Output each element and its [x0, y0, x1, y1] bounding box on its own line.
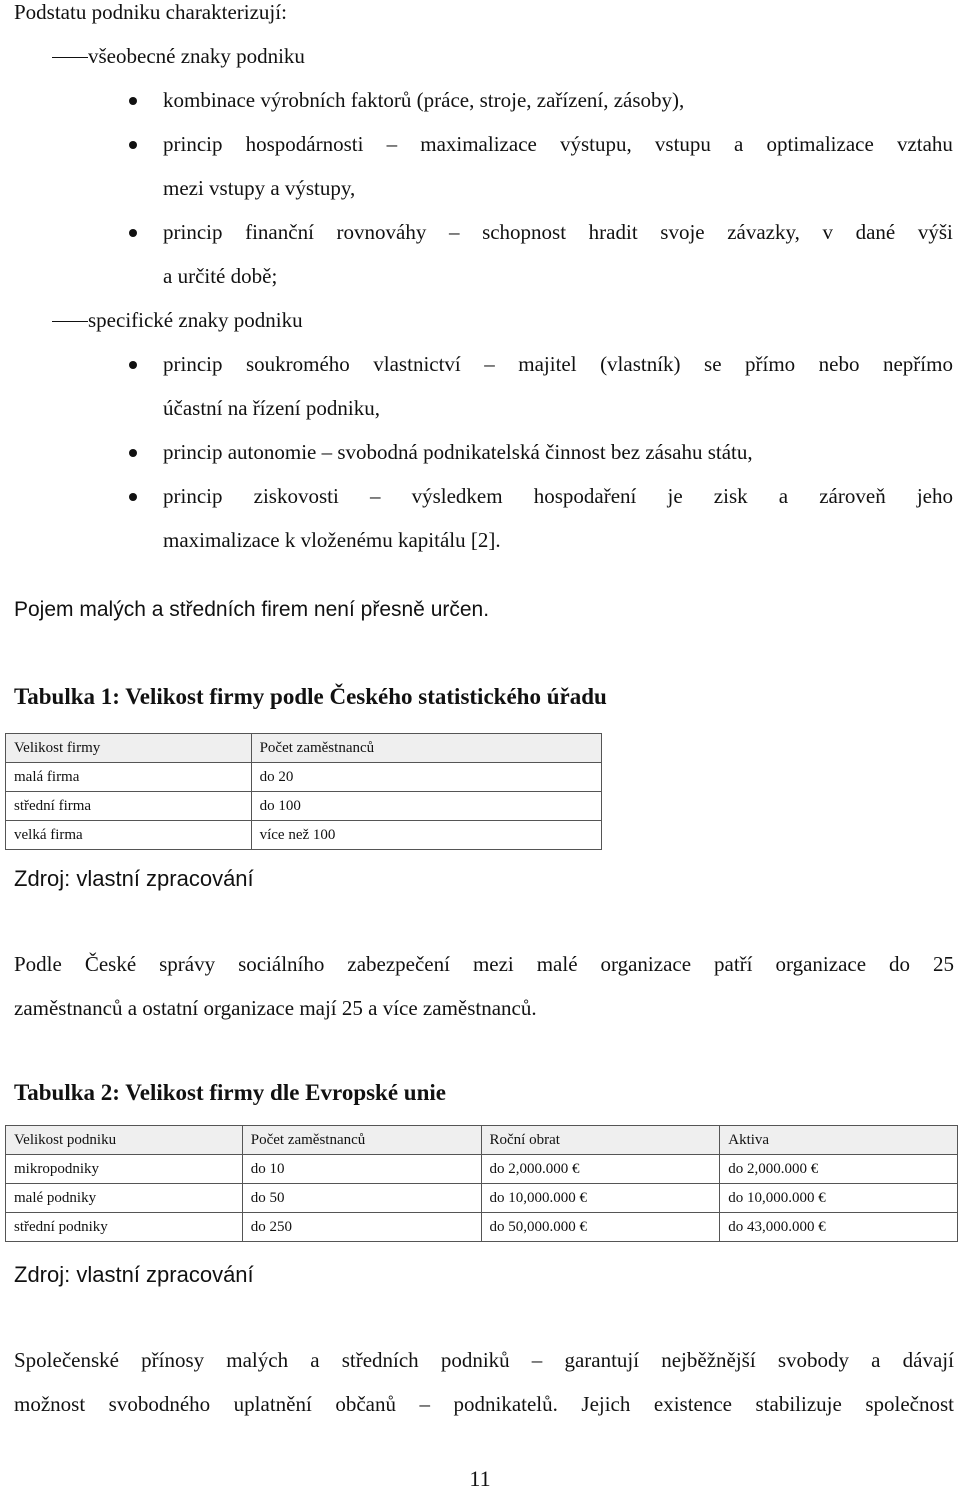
- word: rovnováhy: [336, 220, 427, 244]
- table-cell: střední firma: [6, 792, 252, 821]
- table-header-cell: Velikost firmy: [6, 734, 252, 763]
- word: hradit: [588, 220, 638, 244]
- table-cell: velká firma: [6, 821, 252, 850]
- word: –: [419, 1392, 430, 1416]
- dash-marker: [52, 57, 88, 58]
- word: a: [778, 484, 789, 508]
- table-source: Zdroj: vlastní zpracování: [14, 866, 254, 891]
- word: správy: [159, 952, 216, 976]
- table-header-cell: Počet zaměstnanců: [242, 1126, 481, 1155]
- word: vstupu: [654, 132, 711, 156]
- table-cell: do 20: [251, 763, 601, 792]
- word: svoje: [660, 220, 705, 244]
- word: nejběžnější: [661, 1348, 756, 1372]
- word: organizace: [775, 952, 867, 976]
- word: sociálního: [238, 952, 325, 976]
- table-2: [5, 1125, 958, 1242]
- table-cell: malá firma: [6, 763, 252, 792]
- table-cell: střední podniky: [6, 1213, 243, 1242]
- table-cell: do 50: [242, 1184, 481, 1213]
- word: se: [704, 352, 722, 376]
- bullet-marker: [129, 449, 137, 457]
- bullet-marker: [129, 229, 137, 237]
- bullet-marker: [129, 97, 137, 105]
- table-cell: do 50,000.000 €: [481, 1213, 720, 1242]
- list-item: [163, 220, 953, 244]
- paragraph-line: [14, 952, 954, 976]
- table-cell: do 250: [242, 1213, 481, 1242]
- word: dávají: [902, 1348, 954, 1372]
- word: středních: [341, 1348, 419, 1372]
- word: zisk: [713, 484, 748, 508]
- table-1: [5, 733, 602, 850]
- word: nebo: [818, 352, 860, 376]
- table-header-cell: Roční obrat: [481, 1126, 720, 1155]
- table-row: [6, 821, 602, 850]
- table-cell: více než 100: [251, 821, 601, 850]
- table-header-cell: Velikost podniku: [6, 1126, 243, 1155]
- intro-text: Podstatu podniku charakterizují:: [14, 0, 287, 24]
- word: malých: [226, 1348, 289, 1372]
- word: výstupu,: [559, 132, 632, 156]
- word: maximalizace: [420, 132, 537, 156]
- word: podniků: [440, 1348, 510, 1372]
- word: a: [871, 1348, 881, 1372]
- word: finanční: [245, 220, 314, 244]
- word: společnost: [865, 1392, 954, 1416]
- word: Společenské: [14, 1348, 119, 1372]
- list-item-continuation: mezi vstupy a výstupy,: [163, 176, 356, 200]
- list-item: kombinace výrobních faktorů (práce, stroje, zařízení, zásoby),: [163, 88, 685, 112]
- word: v: [822, 220, 833, 244]
- word: hospodaření: [533, 484, 637, 508]
- word: České: [84, 952, 137, 976]
- table-cell: do 43,000.000 €: [720, 1213, 958, 1242]
- word: vztahu: [896, 132, 953, 156]
- word: do: [889, 952, 911, 976]
- word: a: [310, 1348, 320, 1372]
- word: schopnost: [482, 220, 567, 244]
- group-label: specifické znaky podniku: [88, 308, 303, 332]
- word: přímo: [745, 352, 796, 376]
- list-item: princip autonomie – svobodná podnikatelská činnost bez zásahu státu,: [163, 440, 753, 464]
- word: patří: [714, 952, 753, 976]
- word: svobody: [777, 1348, 850, 1372]
- word: optimalizace: [766, 132, 874, 156]
- word: podnikatelů.: [453, 1392, 558, 1416]
- word: malé: [536, 952, 578, 976]
- paragraph-line: zaměstnanců a ostatní organizace mají 25 a více zaměstnanců.: [14, 996, 537, 1020]
- word: (vlastník): [600, 352, 681, 376]
- word: vlastnictví: [373, 352, 461, 376]
- paragraph-line: [14, 1348, 954, 1372]
- list-item: [163, 352, 953, 376]
- word: nepřímo: [882, 352, 953, 376]
- word: uplatnění: [233, 1392, 312, 1416]
- list-item-continuation: a určité době;: [163, 264, 278, 288]
- word: 25: [932, 952, 954, 976]
- page-number: 11: [469, 1466, 491, 1491]
- bullet-marker: [129, 361, 137, 369]
- word: princip: [163, 352, 223, 376]
- word: výsledkem: [411, 484, 503, 508]
- word: –: [448, 220, 460, 244]
- word: princip: [163, 132, 223, 156]
- word: princip: [163, 484, 223, 508]
- word: výši: [917, 220, 953, 244]
- table-row: [6, 1213, 958, 1242]
- table-caption: Tabulka 1: Velikost firmy podle Českého statistického úřadu: [14, 684, 607, 709]
- table-cell: do 10,000.000 €: [720, 1184, 958, 1213]
- paragraph-line: [14, 1392, 954, 1416]
- word: možnost: [14, 1392, 86, 1416]
- word: –: [484, 352, 495, 376]
- word: zabezpečení: [347, 952, 450, 976]
- word: Podle: [14, 952, 62, 976]
- word: ziskovosti: [253, 484, 339, 508]
- word: soukromého: [245, 352, 350, 376]
- list-item-continuation: maximalizace k vloženému kapitálu [2].: [163, 528, 501, 552]
- table-header-row: [6, 734, 602, 763]
- word: mezi: [472, 952, 514, 976]
- list-item: [163, 484, 953, 508]
- word: garantují: [564, 1348, 640, 1372]
- table-cell: do 100: [251, 792, 601, 821]
- table-cell: do 2,000.000 €: [481, 1155, 720, 1184]
- table-cell: do 10: [242, 1155, 481, 1184]
- word: a: [734, 132, 744, 156]
- bullet-marker: [129, 493, 137, 501]
- word: majitel: [518, 352, 577, 376]
- word: –: [386, 132, 398, 156]
- list-item-continuation: účastní na řízení podniku,: [163, 396, 380, 420]
- table-row: [6, 1184, 958, 1213]
- table-header-cell: Aktiva: [720, 1126, 958, 1155]
- table-cell: do 10,000.000 €: [481, 1184, 720, 1213]
- word: dané: [855, 220, 896, 244]
- word: organizace: [600, 952, 692, 976]
- word: závazky,: [727, 220, 800, 244]
- word: stabilizuje: [755, 1392, 842, 1416]
- bullet-marker: [129, 141, 137, 149]
- word: –: [369, 484, 381, 508]
- table-cell: do 2,000.000 €: [720, 1155, 958, 1184]
- word: je: [667, 484, 683, 508]
- word: existence: [653, 1392, 732, 1416]
- word: jeho: [916, 484, 953, 508]
- list-item: [163, 132, 953, 156]
- paragraph: Pojem malých a středních firem není přesně určen.: [14, 598, 490, 621]
- table-row: [6, 792, 602, 821]
- word: občanů: [335, 1392, 396, 1416]
- table-cell: mikropodniky: [6, 1155, 243, 1184]
- table-cell: malé podniky: [6, 1184, 243, 1213]
- table-row: [6, 763, 602, 792]
- table-header-cell: Počet zaměstnanců: [251, 734, 601, 763]
- word: –: [531, 1348, 543, 1372]
- word: svobodného: [108, 1392, 211, 1416]
- word: Jejich: [581, 1392, 631, 1416]
- word: princip: [163, 220, 223, 244]
- word: přínosy: [141, 1348, 205, 1372]
- table-row: [6, 1155, 958, 1184]
- word: zároveň: [819, 484, 886, 508]
- dash-marker: [52, 321, 88, 322]
- table-source: Zdroj: vlastní zpracování: [14, 1262, 254, 1287]
- group-label: všeobecné znaky podniku: [88, 44, 305, 68]
- table-header-row: [6, 1126, 958, 1155]
- table-caption: Tabulka 2: Velikost firmy dle Evropské unie: [14, 1080, 446, 1105]
- word: hospodárnosti: [245, 132, 364, 156]
